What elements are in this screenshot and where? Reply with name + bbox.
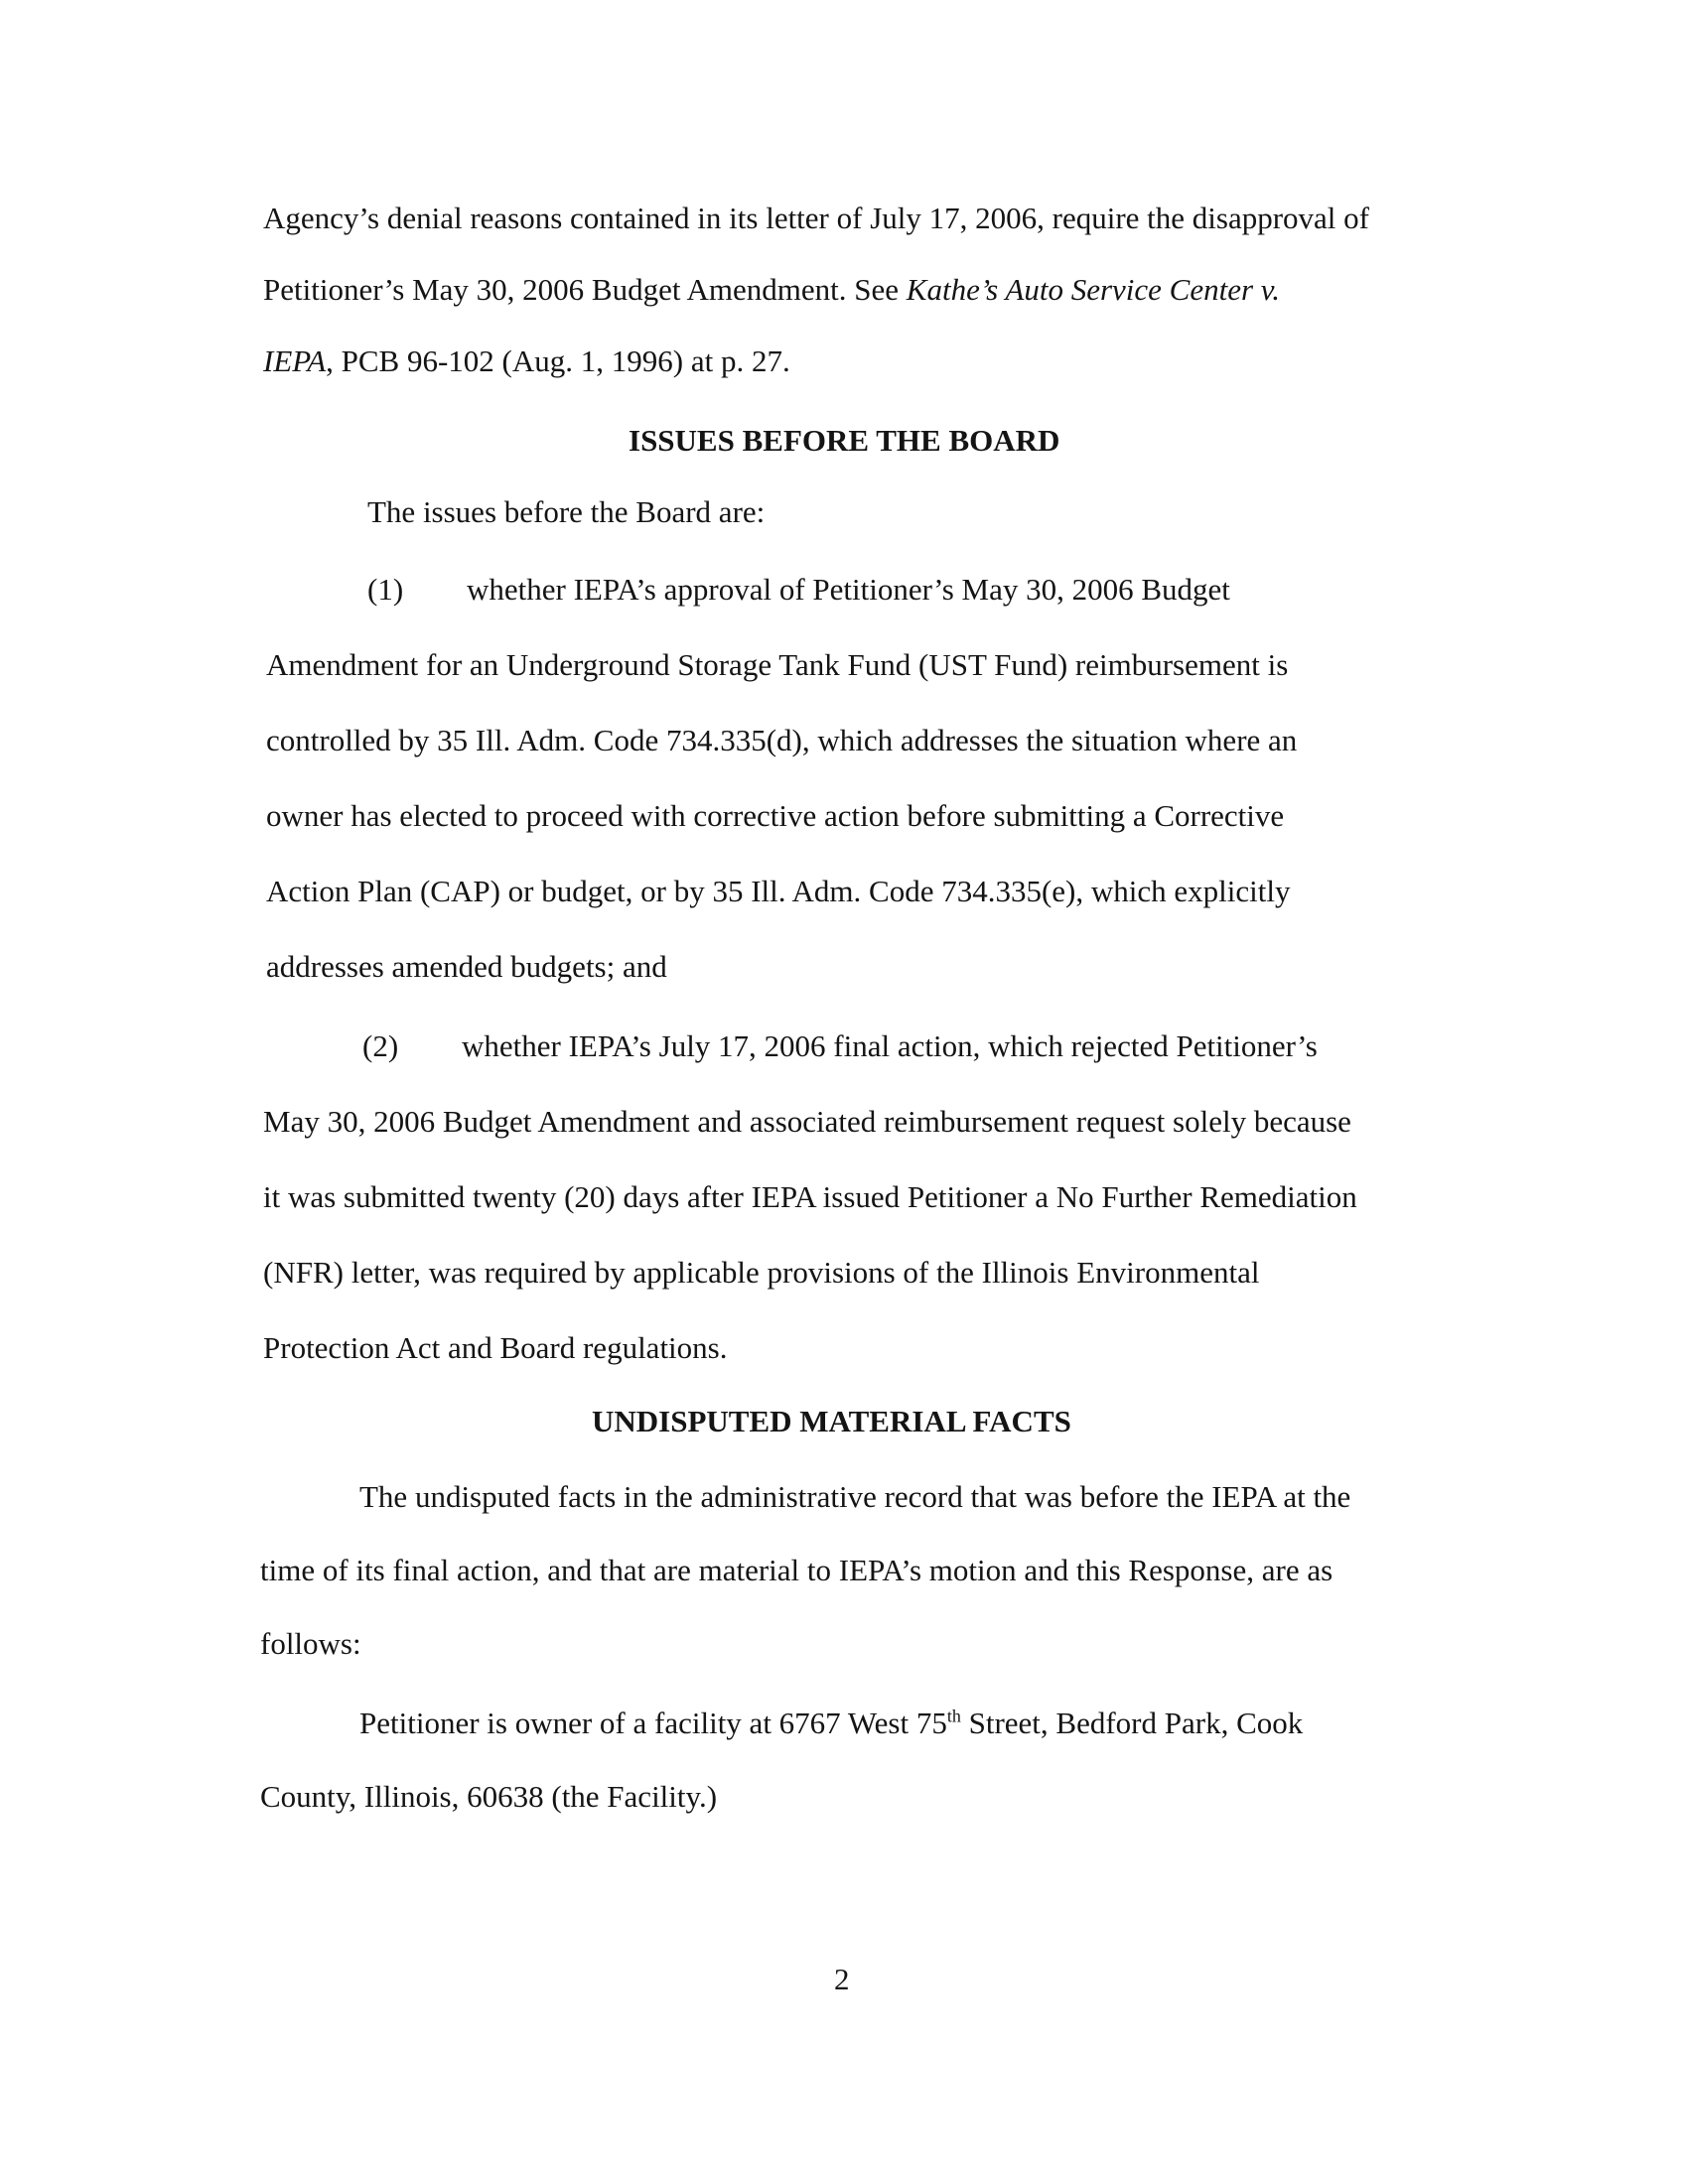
issues-heading: ISSUES BEFORE THE BOARD (629, 423, 1060, 458)
facts-heading: UNDISPUTED MATERIAL FACTS (592, 1404, 1071, 1438)
issue-2-line: Protection Act and Board regulations. (263, 1330, 728, 1365)
ordinal-suffix: th (946, 1706, 961, 1726)
intro-line-3-text: , PCB 96-102 (Aug. 1, 1996) at p. 27. (326, 343, 790, 378)
issue-1-line: Amendment for an Underground Storage Tank Fund (UST Fund) reimbursement is (266, 647, 1289, 682)
facts-para-line: The undisputed facts in the administrative record that was before the IEPA at the (359, 1479, 1351, 1514)
issue-1-number: (1) (367, 572, 404, 607)
issue-1-line: controlled by 35 Ill. Adm. Code 734.335(d), which addresses the situation where an (266, 723, 1298, 757)
issue-2-line: it was submitted twenty (20) days after IEPA issued Petitioner a No Further Remediation (263, 1179, 1357, 1214)
intro-line-3 (263, 341, 790, 381)
facts-para-line: time of its final action, and that are material to IEPA’s motion and this Response, are as (260, 1553, 1333, 1587)
intro-line-1: Agency’s denial reasons contained in its letter of July 17, 2006, require the disapproval of (263, 201, 1369, 235)
issue-1-line: Action Plan (CAP) or budget, or by 35 Ill. Adm. Code 734.335(e), which explicitly (266, 874, 1291, 908)
issue-1-line: addresses amended budgets; and (266, 949, 667, 984)
issue-2-line: May 30, 2006 Budget Amendment and associated reimbursement request solely because (263, 1104, 1351, 1139)
facts-para-line: follows: (260, 1626, 361, 1661)
issues-lead: The issues before the Board are: (367, 494, 766, 529)
issue-1-line: owner has elected to proceed with corrective action before submitting a Corrective (266, 798, 1285, 833)
case-citation-party: IEPA (263, 343, 327, 378)
intro-line-2-text: Petitioner’s May 30, 2006 Budget Amendment. See (263, 272, 907, 307)
issue-2-number: (2) (362, 1028, 399, 1063)
facility-line-1 (359, 1704, 1303, 1743)
facility-line-1-start: Petitioner is owner of a facility at 6767 West 75 (359, 1706, 947, 1740)
facility-line-2: County, Illinois, 60638 (the Facility.) (260, 1779, 718, 1814)
case-citation-name: Kathe’s Auto Service Center v. (906, 272, 1281, 307)
issue-1-line: whether IEPA’s approval of Petitioner’s May 30, 2006 Budget (467, 572, 1230, 607)
issue-2-line: (NFR) letter, was required by applicable provisions of the Illinois Environmental (263, 1255, 1260, 1290)
issue-2-line: whether IEPA’s July 17, 2006 final action, which rejected Petitioner’s (462, 1028, 1318, 1063)
intro-line-2 (263, 270, 1280, 310)
page-number: 2 (834, 1962, 850, 1996)
facility-line-1-end: Street, Bedford Park, Cook (960, 1706, 1304, 1740)
